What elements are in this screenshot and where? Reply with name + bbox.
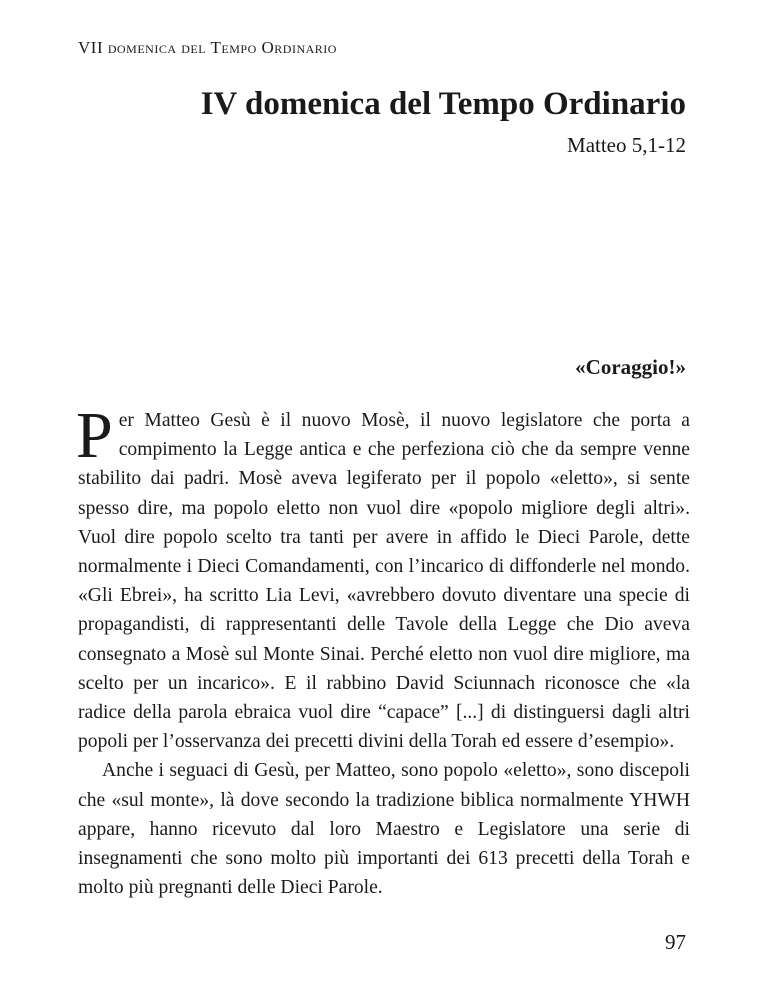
page-number: 97	[665, 930, 686, 954]
section-title: «Coraggio!»	[575, 355, 686, 379]
drop-cap: P	[76, 399, 113, 472]
body-text	[76, 399, 690, 902]
paragraph-2: Anche i seguaci di Gesù, per Matteo, sono popolo «eletto», sono discepoli che «sul monte», là dove secondo la tradizione biblica normalmente YHWH appare, hanno ricevuto dal loro Maestro e Legislatore una serie di insegnamenti che sono molto più importanti dei 613 precetti della Torah e molto più pregnanti delle Dieci Parole.	[78, 760, 690, 899]
paragraph-1-text: er Matteo Gesù è il nuovo Mosè, il nuovo legislatore che porta a compimento la Legge antica e che perfeziona ciò che da sempre venne stabilito dai padri. Mosè aveva legiferato per il popolo «eletto», si sente spesso dire, ma popolo eletto non vuol dire «popolo migliore degli altri». Vuol dire popolo scelto tra tanti per avere in affido le Dieci Parole, dette normalmente i Dieci Comandamenti, con l’incarico di diffonderle nel mondo. «Gli Ebrei», ha scritto Lia Levi, «avrebbero dovuto diventare una specie di propagandisti, di rappresentanti delle Tavole della Legge che Dio aveva consegnato a Mosè sul Monte Sinai. Perché eletto non vuol dire migliore, ma scelto per un incarico». E il rabbino David Sciunnach riconosce che «la radice della parola ebraica vuol dire “capace” [...] di distinguersi dagli altri popoli per l’osservanza dei precetti divini della Torah ed essere d’esempio».	[78, 410, 690, 753]
running-head: VII domenica del Tempo Ordinario	[78, 38, 337, 57]
chapter-title: IV domenica del Tempo Ordinario	[200, 86, 686, 122]
scripture-reference: Matteo 5,1-12	[567, 133, 686, 157]
paragraph-1	[76, 399, 690, 756]
